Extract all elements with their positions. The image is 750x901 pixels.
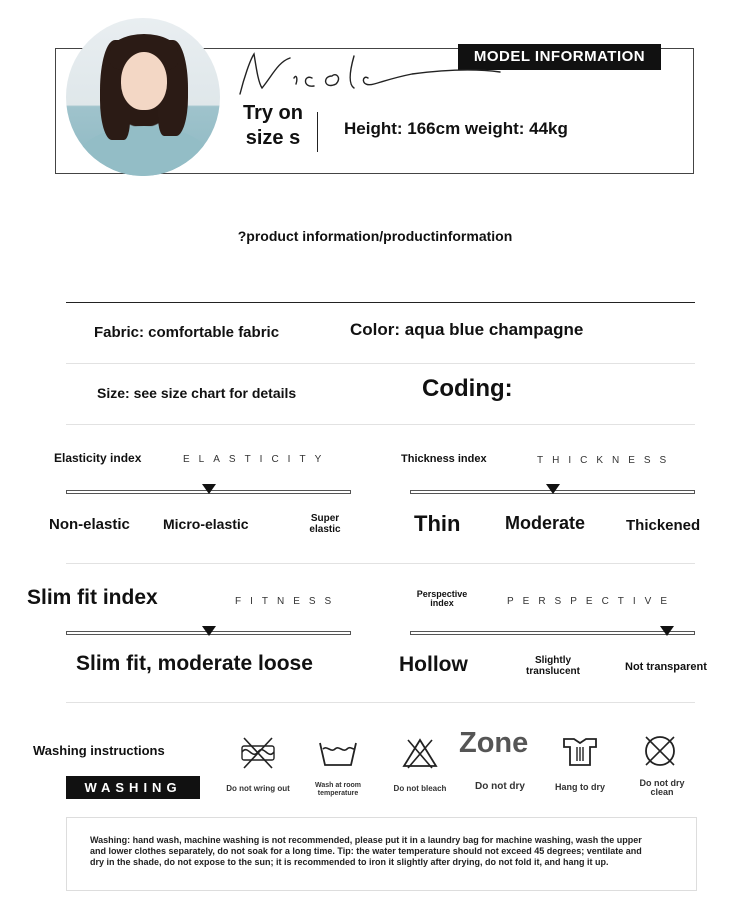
no-dry-clean-label: Do not dry clean <box>639 778 685 797</box>
elasticity-option-2: Micro-elastic <box>163 516 249 532</box>
thickness-marker <box>546 484 560 494</box>
wash-tub-label: Wash at room temperature <box>314 782 362 797</box>
thickness-option-2: Moderate <box>505 513 586 533</box>
thickness-option-1: Thin <box>414 511 461 536</box>
perspective-label: Perspective index <box>416 589 468 608</box>
fit-spaced-label: FITNESS <box>235 596 341 607</box>
elasticity-spaced-label: ELASTICITY <box>183 454 331 465</box>
height-weight: Height: 166cm weight: 44kg <box>344 119 568 138</box>
try-on-size: Try on size s <box>242 102 303 149</box>
model-name-signature <box>232 48 512 100</box>
washing-note: Washing: hand wash, machine washing is not recommended, please put it in a laundry bag for machine washing, wash the upper and lower clothes separately, do not soak for a long time. Tip: the water temperature should not exceed 45 degrees; ventilate and dry in the shade, do not expose to the sun; it is recommended to iron it slightly after drying, do not fold it, and hang it up. <box>90 835 642 867</box>
elasticity-marker <box>202 484 216 494</box>
fabric-info: Fabric: comfortable fabric <box>94 324 280 341</box>
perspective-option-1: Hollow <box>399 653 468 676</box>
zone-text: Zone <box>459 727 529 759</box>
svg-text:Nicole: Nicole <box>232 48 235 49</box>
no-bleach-icon <box>400 736 440 770</box>
elasticity-label: Elasticity index <box>54 451 142 465</box>
fit-marker <box>202 626 216 636</box>
index-divider <box>66 563 695 564</box>
thickness-spaced-label: THICKNESS <box>537 455 676 466</box>
fit-option: Slim fit, moderate loose <box>76 652 313 675</box>
hang-dry-icon <box>560 735 600 769</box>
thickness-label: Thickness index <box>401 453 487 465</box>
perspective-scale-bar <box>410 631 695 635</box>
wash-tub-icon <box>318 737 358 771</box>
fit-label: Slim fit index <box>27 586 158 609</box>
no-wring-icon <box>238 736 278 770</box>
elasticity-option-1: Non-elastic <box>49 516 130 533</box>
model-information-badge: MODEL INFORMATION <box>458 44 661 70</box>
product-divider-top <box>66 302 695 303</box>
washing-title: Washing instructions <box>33 743 165 758</box>
perspective-marker <box>660 626 674 636</box>
section-title: ?product information/productinformation <box>237 228 513 244</box>
coding-info: Coding: <box>422 375 513 402</box>
do-not-dry-label: Do not dry <box>475 781 525 792</box>
color-info: Color: aqua blue champagne <box>350 320 584 339</box>
product-divider-mid <box>66 363 695 364</box>
thickness-option-3: Thickened <box>626 517 701 534</box>
product-divider-bottom <box>66 424 695 425</box>
model-divider <box>317 112 318 152</box>
model-avatar <box>66 18 220 176</box>
elasticity-option-3: Super elastic <box>309 513 341 535</box>
no-bleach-label: Do not bleach <box>393 784 447 793</box>
perspective-option-2: Slightly translucent <box>526 655 580 677</box>
perspective-spaced-label: PERSPECTIVE <box>507 596 677 607</box>
no-dry-clean-icon <box>640 734 680 768</box>
size-info: Size: see size chart for details <box>97 385 297 401</box>
hang-dry-label: Hang to dry <box>554 782 605 792</box>
no-wring-label: Do not wring out <box>226 784 290 793</box>
washing-badge: WASHING <box>66 776 200 799</box>
washing-divider <box>66 702 695 703</box>
perspective-option-3: Not transparent <box>625 661 707 673</box>
